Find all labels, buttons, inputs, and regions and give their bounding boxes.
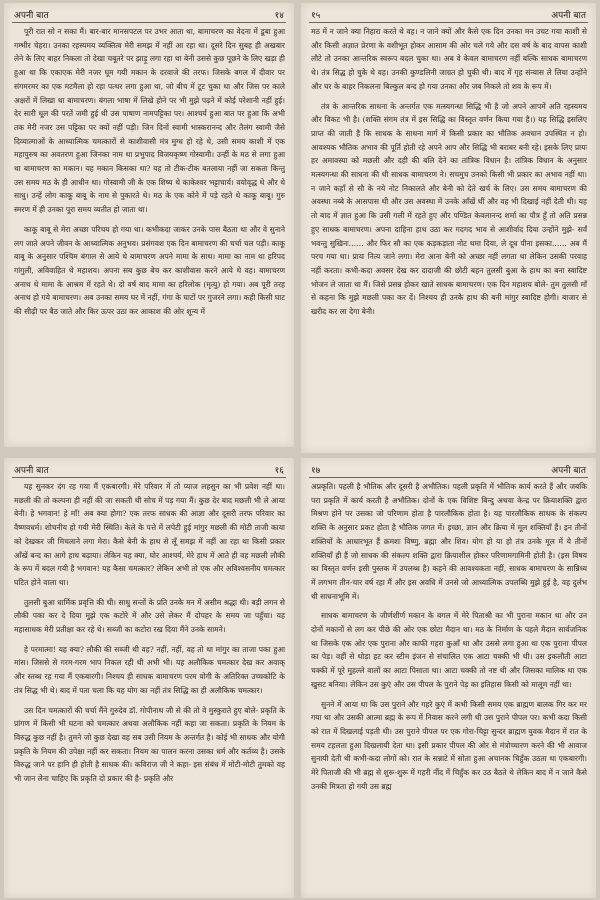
page-header (309, 7, 588, 23)
page-header (12, 7, 286, 23)
paragraph: हे परमात्मा! यह क्या? लौकी की सब्जी थी वह? नहीं, नहीं, वह तो था मांगुर का ताजा पका हुआ मांस। जिससे से गरम-गरम भाप निकल रही थी अभी भी। यह अलौकिक चमत्कार देख कर अवाक् और स्तब्ध रह गया मैं एकबारगी। निश्चय ही साधक बामाचरण परम योगी के अतिरिक्त उच्चकोटि के तंत्र सिद्ध भी थे। बाद में पता चला कि यह योग का नहीं तंत्र सिद्धि का ही अलौकिक चमत्कार। (14, 644, 285, 695)
page-body (14, 25, 285, 443)
paragraph: अप्रकृति। पहली है भौतिक और दूसरी है अभौतिक। पहली प्रकृति में भौतिक कार्य करते हैं और जबकि परा प्रकृति में कार्य करती है अभौतिक। दोनों के एक विशिष्ट बिन्दु अथवा केन्द्र पर क्रियाशक्ति द्वारा मिश्रण होने पर उसका जो परिणाम होता है पारलौकिक होता है। यह पारलौकिक साधक के संकल्प शक्ति के अनुसार प्रकट होता है भौतिक जगत में। इच्छा, ज्ञान और क्रिया में मूल शक्तियाँ हैं। इन तीनों शक्तियों के आधारभूत हैं क्रमशः विष्णु, ब्रह्मा और शिव। योग हो या हो तंत्र उनके मूल में ये तीनों शक्तियाँ ही हैं जो साधक की संकल्प शक्ति द्वारा क्रियाशील होकर परिणामगामिनी होती है। (इस विषय का विस्तृत वर्णन इसी पुस्तक में उपलब्ध है) कहने की आवश्यकता नहीं, साधक बामाचरण के सान्निध्य में लगभग तीन-चार वर्ष रहा मैं और इस अवधि में उनसे जो आध्यात्मिक उपलब्धि मुझे हुई है, वह दुर्लभ थी साधनाभूमि में। (311, 482, 587, 601)
paragraph: यह सुनकर दंग रह गया मैं एकबारगी। मेरे परिवार में तो प्याज लहसुन का भी प्रवेश नहीं था। मछली की तो कल्पना ही नहीं की जा सकती थी सोच में पड़ गया मैं। कुछ देर बाद मछली भी ले आया बेनी। हे भगवान! हे माँ! अब क्या होगा? एक तरफ साधक की आज्ञा और दूसरी तरफ परिवार का वैष्णवधर्म। शोचनीय हो गयी मेरी स्थिति। केले के पत्ते में लपेटी हुई मांगुर मछली की मोटी ताजी काया को देखकर जी मिचलाने लगा मेरा। कैसे बेनी के हाथ से लूँ समझ में नहीं आ रहा था किसी प्रकार आँखें बन्द का आगे हाथ बढ़ाया। लेकिन यह क्या, घोर आश्चर्य, मेरे हाथ में आते ही वह मछली लौकी के रूप में बदल गयी है भगवान! यह कैसा चमत्कार? लेकिन अभी तो एक और अविश्वसनीय चमत्कार घटित होने वाला था। (14, 482, 285, 587)
book-page-14 (4, 3, 294, 447)
running-title: अपनी बात (14, 466, 49, 476)
page-number: १४ (274, 11, 284, 21)
page-number: १५ (311, 11, 321, 21)
page-number: १७ (311, 466, 321, 476)
paragraph: सुनने में आया था कि उस पुराने और गहरे कुएं में कभी किसी समय एक ब्राह्मण बालक गिर कर मर गया था और उसकी आत्मा ब्रह्म के रूप में निवास करने लगी थी उस पुराने पीपल पर। कभी कदा किसी को रात में दिखलाई पड़ती थी। उस पुराने पीपल पर एक गोरा-चिट्टा सुन्दर ब्राह्मण युवक मैदान में रात के समय टहलता हुआ दिखलायी देता था। इसी प्रकार पीपल की ओर से मंत्रोच्चारण करने की भी आवाज सुनायी देती थी कभी-कदा लोगों को। रात के सन्नाटे में सोता हुआ अचानक चिहुँक उठता था एकबारगी। मेरे पिताजी की भी ब्रह्म से शुरू-शुरू में गहरी नींद में चिहुँक कर उठ बैठते थे लेकिन बाद में न जाने कैसे उनकी मित्रता हो गयी उस ब्रह्म (311, 699, 587, 791)
book-page-17 (301, 458, 596, 898)
running-title: अपनी बात (551, 11, 586, 21)
paragraph: तंत्र के आन्तरिक साधना के अन्तर्गत एक मत्स्यगन्धा सिद्धि भी है जो अपने आपमें अति रहस्यमय और विकट भी है। (शक्ति संगम तंत्र में इस सिद्धि का विस्तृत वर्णन किया गया है।) यह सिद्धि इसलिए प्राप्त की जाती है कि साधक के साधना मार्ग में किसी प्रकार का भौतिक अवधान उपस्थित न हो। आवश्यक भौतिक अभाव की पूर्ति होती रहे अपने आप और सिद्धि भी बराबर बनी रहे। इसके लिए प्रायः हर अमावस्या को मछली और दही की बलि देने का तांत्रिक विधान है। तांत्रिक विधान के अनुसार मत्स्यगन्धा की साधना की थी साधक बामाचरण ने। सचमुच उनको किसी भी प्रकार का अभाव नहीं था। न जाने कहाँ से सौ के नये नोट निकालते और बेनी को देते खर्च के लिए। उस समय बामाचरण की अवस्था नब्बे के आसपास थी और उस अवस्था में उनके आँखें थीं और वह भी दिखाई नहीं देती थी। यह तो बाद में ज्ञात हुआ कि उसी गली में रहते हुए और पण्डित केवलानन्द शर्मा का पौत्र हूँ तो अति प्रसन्न हुए साधक बामाचरण। अपना दाहिना हाथ उठा कर गदगद भाव से आशीर्वाद दिया उन्होंने मुझे- सर्वं भवन्तु सुखिनः…… और फिर सौ का एक कड़कड़ाता नोट थमा दिया, ले दूध पीना इसका…… अब मैं परच गया था। प्रायः नित्य जाने लगा। मेरा आना बेनी को अच्छा नहीं लगता था लेकिन उसकी परवाह नहीं करता। कभी-कदा अवसर देख कर दादाजी की छोटी बहन तुलसी बुआ के हाथ का बना स्वादिष्ट भोजन ले जाता था मैं। जिसे प्रसन्न होकर खाते साधक बामाचरण। एक दिन महाशय बोले- तुम तुलसी माँ से कहना कि मुझे मछली पका कर दें। निश्चय ही उनके हाथ की बनी मांगुर स्वादिष्ट होगी। बाजार से खरीद कर ला देगा बेनी। (311, 101, 587, 317)
page-body (14, 480, 285, 894)
paragraph: काकू बाबू से मेरा अच्छा परिचय हो गया था। कभीकदा जाकर उनके पास बैठता था और वे सुनाने लग जाते अपने जीवन के आध्यात्मिक अनुभव। प्रसंगवश एक दिन बामाचरण की चर्चा चल पड़ी। काकू बाबू के अनुसार पश्चिम बंगाल से आये थे बामाचरण अपने मामा के साथ। मामा का नाम था हरिपद गांगुली, अविवाहित थे महाशय। अपना सब कुछ बेच कर काशीवास करने आये थे वह। बामाचरण अनाथ थे मामा के आश्रम में रहते थे। दो वर्ष बाद मामा का हरिलोक (मृत्यु) हो गया। अब पूरी तरह अनाथ हो गये बामाचरण। अब उनका समय घर में नहीं, गंगा के घाटों पर गुजरने लगा। कही किसी घाट की सीढ़ी पर बैठ जाते और किर ऊपर उठा कर आकाश की ओर शून्य में (14, 224, 285, 317)
page-header (309, 462, 588, 478)
paragraph: मठ में न जाने क्या निहारा करते थे वह। न जाने क्यों और कैसे एक दिन उनका मन उचट गया काशी से और किसी अज्ञात प्रेरणा के वशीभूत होकर आसाम की ओर चले गये और दस वर्ष के बाद वापस काशी लौटे तो उनका आन्तरिक स्वरूप बदल चुका था। अब वे केवल बामाचरण नहीं बल्कि साधक बामाचरण थे। तंत्र सिद्ध हो चुके थे वह। उनकी कुण्डलिनी जाग्रत हो चुकी थी। बाद में गृह संन्यास ले लिया उन्होंने और घर के बाहर निकलना बिल्कुल बन्द हो गया उनका और जब निकले तो शव के रूप में। (311, 27, 587, 91)
running-title: अपनी बात (14, 11, 49, 21)
running-title: अपनी बात (551, 466, 586, 476)
book-page-15 (301, 3, 596, 453)
paragraph: तुलसी बुआ धार्मिक प्रवृत्ति की थी। साधु सन्तों के प्रति उनके मन में असीम श्रद्धा थी। बड़ी लगन से लौकी पका कर दे दिया मुझे एक कटोरे में और उसे लेकर मैं दोपहर के समय जा पहुँचा। यह महासाधक मेरी प्रतीक्षा कर रहे थे। सब्जी का कटोरा रख दिया मैंने उनके सामने। (14, 597, 285, 635)
paragraph: उस दिन चमत्कारों की चर्चा मैंने गुरुदेव डॉ. गोपीनाथ जी से की तो वे मुस्कुराते हुए बोले- प्रकृति के प्रांगण में किसी भी घटना को चमत्कार अथवा अलौकिक नहीं कहा जा सकता। प्रकृति के नियम के विरुद्ध कुछ नहीं है। तुमने जो कुछ देखा वह सब उसी नियम के अन्तर्गत है। कोई भी साधक और योगी प्रकृति के नियम की उपेक्षा नहीं कर सकता। नियम का पालन करना उसका धर्म और कर्तव्य है। उसके विरुद्ध जाने पर हानि ही होती है साधक की। कविराज जी ने कहा- इस संबंध में मोटी-मोटी तुमको यह भी जान लेना चाहिए कि प्रकृति दो प्रकार की है- प्रकृति और (14, 705, 285, 784)
page-body (311, 25, 587, 449)
paragraph: पूरी रात सो न सका मैं। बार-बार मानसपटल पर उभर आता था, बामाचरण का वेदना में डूबा हुआ गम्भीर चेहरा। उनका रहस्यमय व्यक्तित्व मेरी समझ में नहीं आ रहा था। दूसरे दिन सुबह ही अखबार लेने के लिए बाहर निकला तो देखा चबूतरे पर झाड़ू लगा रहा था बेनी उससे कुछ पूछने के लिए खड़ा ही हुआ था कि एकाएक मेरी नजर घूम गयी मकान के दरवाजे की तरफ। जिसके बगल में दीवार पर संगमरमर का एक मटमैला हो रहा पत्थर लगा हुआ था, जो बीच में टूट चुका था और जिस पर काले अक्षरों में लिखा था बामाचरण। बंगला भाषा में लिखे होने पर भी मुझे पढ़ने में कोई परेशानी नहीं हुई। देर सारी धूल की परतें जमी हुई थी उस पाषाण नामपट्टिका पर। आश्चर्य हुआ बात पर हुआ कि अभी तक मेरी नजर उस पट्टिका पर क्यों नहीं पड़ी। जिन दिनों स्वामी भास्करानन्द और तैलंग स्वामी जैसे दिव्यात्माओं के आध्यात्मिक चमत्कारों से काशीवासी मंत्र मुग्ध हो रहे थे, उसी समय काशी में एक महापुरुष का अवतरण हुआ जिनका नाम था प्रभुपाद विजयकृष्ण गोस्वामी। उन्हीं के मठ से लगा हुआ था बामाचरण का मकान। यह मकान किसका था? यह तो टीक-टीक बतलाया नहीं जा सकता किन्तु उस समय मठ के ही आधीन था। गोस्वामी जी के एक शिष्य थे काकेश्वर भट्टाचार्य। वयोवृद्ध थे और थे साधु। उन्हें लोग काकू बाबू के नाम से पुकारते थे। मठ के एक कोने में पड़े रहते थे काकू बाबू। गुरु स्मरण में ही उनका पूरा समय व्यतीत हो जाता था। (14, 27, 285, 215)
page-number: १६ (274, 466, 284, 476)
page-header (12, 462, 286, 478)
book-page-16 (4, 458, 294, 898)
page-body (311, 480, 587, 894)
paragraph: साधक बामाचरण के जीर्णशीर्ण मकान के बगल में मेरे पिताश्री का भी पुराना मकान था और उन दोनों मकानों से लग कर पीछे की ओर एक छोटा मैदान था। मठ के निर्माण के पहले मैदान सार्वजनिक था जिसके एक ओर एक पुराना और काफी गहरा कुआँ था और उससे लगा हुआ था एक पुराना पीपल का पेड़। वहीं से थोड़ा हट कर स्टीम इंजन से संचालित एक आटा चक्की भी थी। उस इकलौती आटा चक्की में पूरे मुहल्ले वालों का आटा पिसाता था। आटा चक्की तो नष्ट थी और जिसका मालिक था एक खुसट बनिया। लेकिन उस कुएं और उस पीपल के पुराने पेड़ का इतिहास किसी को मालूम नहीं था। (311, 611, 587, 689)
